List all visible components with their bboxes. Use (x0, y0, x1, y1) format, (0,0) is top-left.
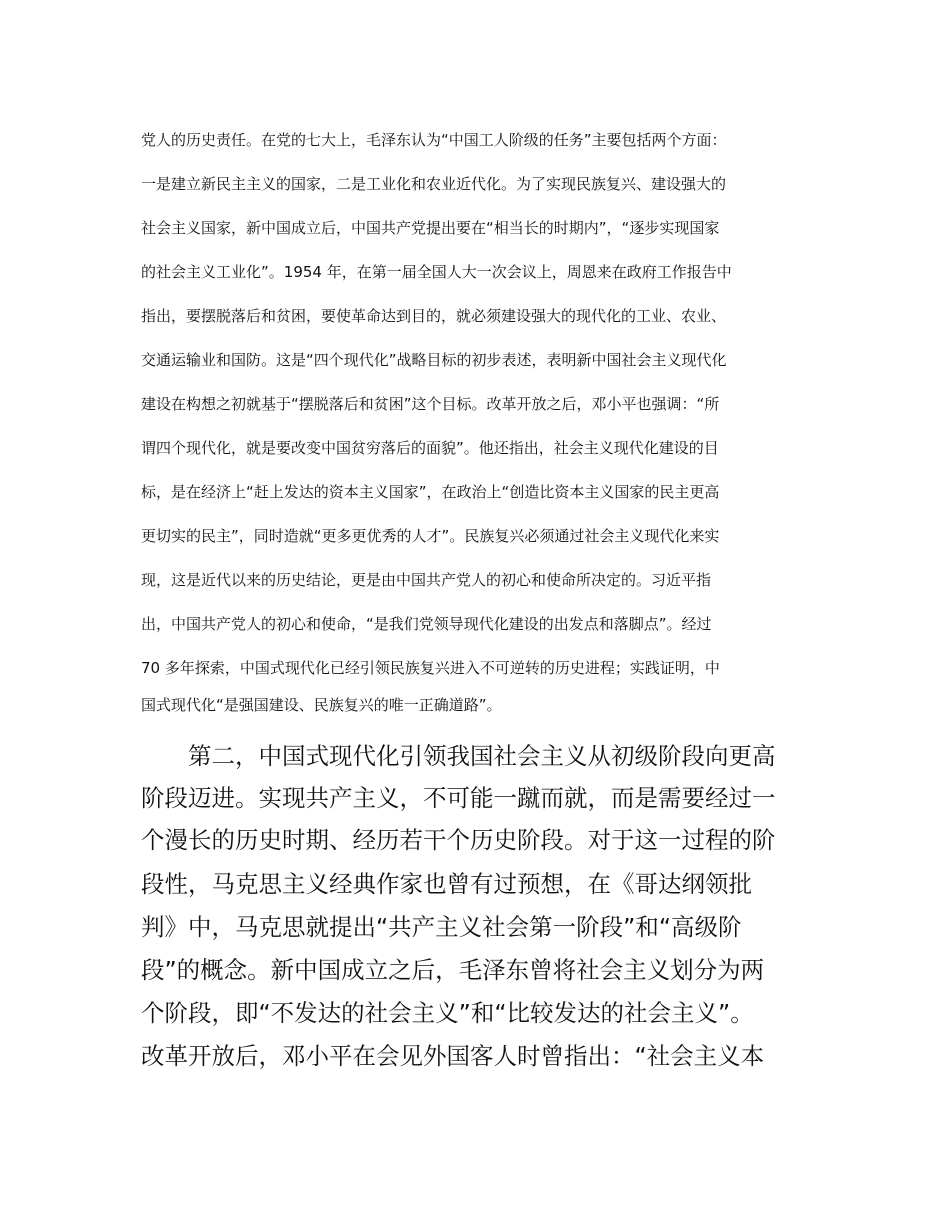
text-line: 社会主义国家，新中国成立后，中国共产党提出要在“相当长的时期内”，“逐步实现国家 (141, 219, 720, 237)
text-line: 交通运输业和国防。这是“四个现代化”战略目标的初步表述，表明新中国社会主义现代化 (141, 351, 727, 369)
text-line: 段性，马克思主义经典作家也曾有过预想，在《哥达纲领批 (141, 870, 752, 898)
text-line: 段”的概念。新中国成立之后，毛泽东曾将社会主义划分为两 (141, 956, 765, 984)
text-line: 现，这是近代以来的历史结论，更是由中国共产党人的初心和使命所决定的。习近平指 (141, 571, 712, 589)
text-line: 70 多年探索，中国式现代化已经引领民族复兴进入不可逆转的历史进程；实践证明，中 (141, 659, 720, 677)
text-line: 标，是在经济上“赶上发达的资本主义国家”，在政治上“创造比资本主义国家的民主更高 (141, 483, 720, 501)
text-line: 更切实的民主”，同时造就“更多更优秀的人才”。民族复兴必须通过社会主义现代化来实 (141, 527, 720, 545)
text-line: 谓四个现代化，就是要改变中国贫穷落后的面貌”。他还指出，社会主义现代化建设的目 (141, 439, 719, 457)
text-line: 第二，中国式现代化引领我国社会主义从初级阶段向更高 (141, 742, 776, 770)
text-line: 判》中，马克思就提出“共产主义社会第一阶段”和“高级阶 (141, 913, 742, 941)
text-line: 指出，要摆脱落后和贫困，要使革命达到目的，就必须建设强大的现代化的工业、农业、 (141, 307, 727, 325)
text-line: 国式现代化“是强国建设、民族复兴的唯一正确道路”。 (141, 696, 502, 714)
text-line: 一是建立新民主主义的国家，二是工业化和农业近代化。为了实现民族复兴、建设强大的 (141, 175, 727, 193)
text-line: 改革开放后，邓小平在会见外国客人时曾指出：“社会主义本 (141, 1042, 765, 1070)
text-line: 出，中国共产党人的初心和使命，“是我们党领导现代化建设的出发点和落脚点”。经过 (141, 615, 712, 633)
text-line: 党人的历史责任。在党的七大上，毛泽东认为“中国工人阶级的任务”主要包括两个方面： (141, 131, 727, 149)
text-line: 个阶段，即“不发达的社会主义”和“比较发达的社会主义”。 (141, 999, 754, 1027)
text-line: 个漫长的历史时期、经历若干个历史阶段。对于这一过程的阶 (141, 826, 776, 854)
text-line: 阶段迈进。实现共产主义，不可能一蹴而就，而是需要经过一 (141, 784, 776, 812)
text-line: 的社会主义工业化”。1954 年，在第一届全国人大一次会议上，周恩来在政府工作报告中 (141, 263, 732, 281)
text-line: 建设在构想之初就基于“摆脱落后和贫困”这个目标。改革开放之后，邓小平也强调：“所 (141, 395, 720, 413)
